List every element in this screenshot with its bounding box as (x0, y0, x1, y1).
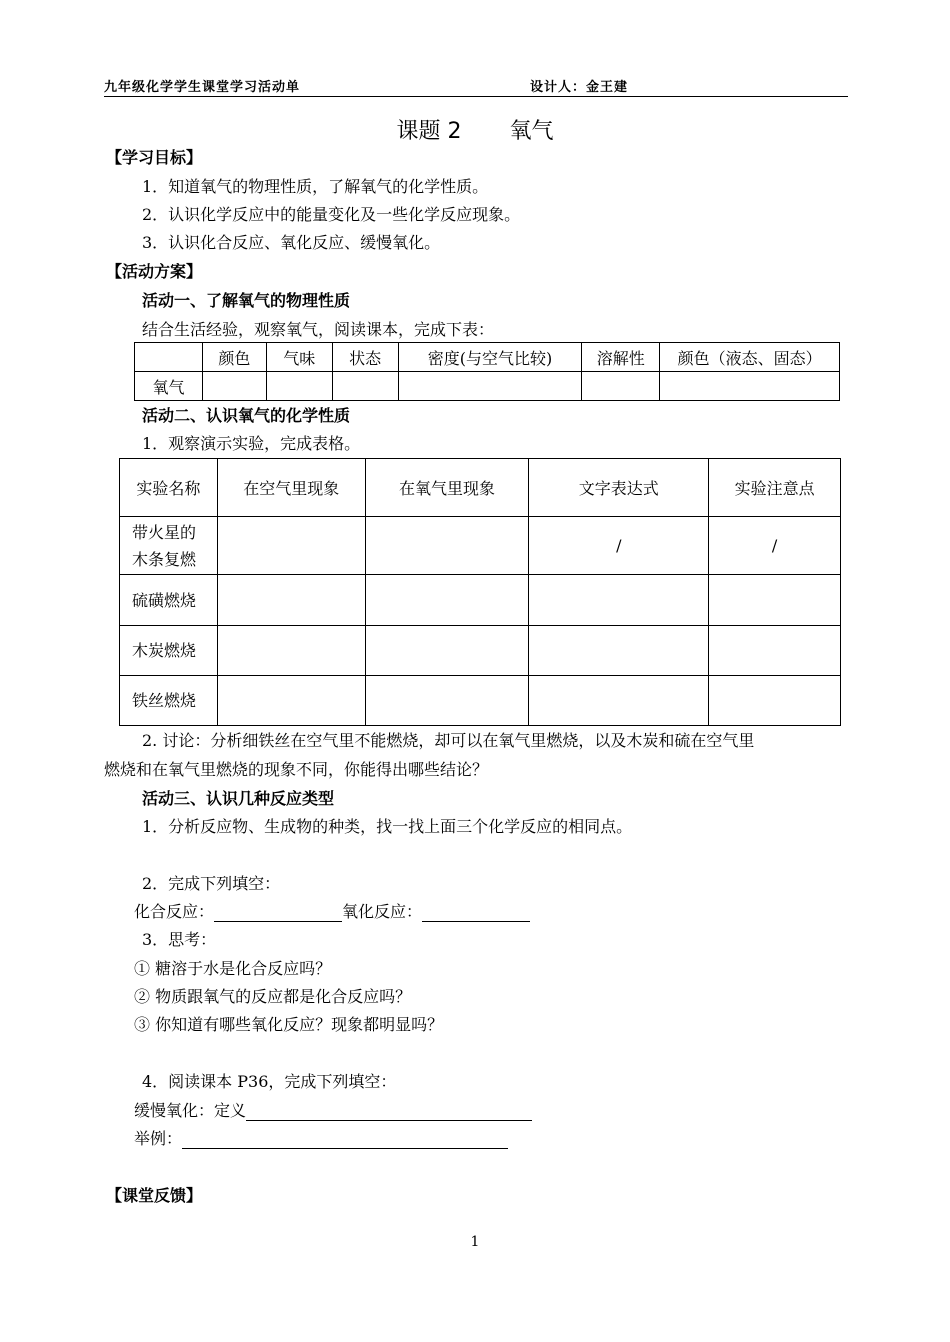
answer-cell[interactable] (709, 626, 841, 676)
slow-oxidation-row (134, 1101, 532, 1121)
example-row (134, 1129, 508, 1149)
goal-item-1: 1．知道氧气的物理性质，了解氧气的化学性质。 (142, 177, 489, 196)
header-cell-solubility: 溶解性 (582, 343, 660, 372)
header-cell-liquid-solid-color: 颜色（液态、固态） (660, 343, 840, 372)
combination-reaction-label: 化合反应： (134, 902, 215, 921)
feedback-heading: 【课堂反馈】 (106, 1186, 203, 1205)
example-label: 举例： (134, 1129, 183, 1148)
goal-item-3: 3．认识化合反应、氧化反应、缓慢氧化。 (142, 233, 441, 252)
header-cell-notes: 实验注意点 (709, 459, 841, 517)
activity3-question-2: 2．完成下列填空： (142, 874, 281, 893)
slash-mark: / (709, 517, 841, 575)
answer-cell[interactable] (217, 676, 365, 726)
combination-reaction-blank[interactable] (214, 903, 342, 922)
header-cell-in-oxygen: 在氧气里现象 (365, 459, 529, 517)
table-row (120, 626, 841, 676)
activity2-title: 活动二、认识氧气的化学性质 (142, 406, 351, 425)
header-cell-color: 颜色 (202, 343, 266, 372)
row-label-oxygen: 氧气 (135, 372, 203, 401)
answer-cell[interactable] (332, 372, 398, 401)
physical-properties-table (134, 342, 840, 401)
answer-cell[interactable] (266, 372, 332, 401)
slash-mark: / (529, 517, 709, 575)
page-number: 1 (470, 1234, 480, 1250)
activity3-question-3: 3．思考： (142, 930, 217, 949)
discussion-line-1: 2. 讨论：分析细铁丝在空气里不能燃烧，却可以在氧气里燃烧，以及木炭和硫在空气里 (142, 731, 755, 750)
header-cell-state: 状态 (332, 343, 398, 372)
page-title (0, 114, 950, 145)
activity1-intro: 结合生活经验，观察氧气，阅读课本，完成下表： (142, 320, 495, 339)
chemical-properties-table (119, 458, 841, 726)
goals-heading: 【学习目标】 (106, 148, 203, 167)
answer-cell[interactable] (365, 575, 529, 626)
title-topic: 氧气 (509, 119, 554, 144)
answer-cell[interactable] (202, 372, 266, 401)
answer-cell[interactable] (365, 676, 529, 726)
table-row (135, 372, 840, 401)
answer-cell[interactable] (529, 626, 709, 676)
table-row (120, 676, 841, 726)
row-label-charcoal: 木炭燃烧 (120, 626, 218, 676)
think-item-2: ② 物质跟氧气的反应都是化合反应吗？ (134, 987, 412, 1006)
answer-cell[interactable] (398, 372, 582, 401)
answer-cell[interactable] (660, 372, 840, 401)
answer-cell[interactable] (365, 626, 529, 676)
answer-cell[interactable] (529, 676, 709, 726)
header-cell-experiment: 实验名称 (120, 459, 218, 517)
discussion-line-2: 燃烧和在氧气里燃烧的现象不同，你能得出哪些结论？ (104, 760, 489, 779)
oxidation-reaction-blank[interactable] (422, 903, 530, 922)
activity1-title: 活动一、了解氧气的物理性质 (142, 291, 351, 310)
header-cell (135, 343, 203, 372)
row-label-line: 木条复燃 (132, 549, 197, 569)
activity3-question-4: 4．阅读课本 P36，完成下列填空： (142, 1072, 397, 1091)
oxidation-reaction-label: 氧化反应： (342, 902, 423, 921)
row-label-sulfur: 硫磺燃烧 (120, 575, 218, 626)
answer-cell[interactable] (217, 575, 365, 626)
answer-cell[interactable] (709, 575, 841, 626)
slow-oxidation-definition-blank[interactable] (246, 1102, 532, 1121)
think-item-3: ③ 你知道有哪些氧化反应？现象都明显吗？ (134, 1015, 444, 1034)
header-rule (104, 96, 848, 97)
header-cell-density: 密度(与空气比较) (398, 343, 582, 372)
activity3-question-1: 1．分析反应物、生成物的种类，找一找上面三个化学反应的相同点。 (142, 817, 633, 836)
table-row (120, 575, 841, 626)
table-header-row (135, 343, 840, 372)
title-lesson: 课题 2 (396, 119, 462, 144)
fill-in-row (134, 902, 530, 922)
answer-cell[interactable] (365, 517, 529, 575)
table-header-row (120, 459, 841, 517)
slow-oxidation-label: 缓慢氧化：定义 (134, 1101, 247, 1120)
header-cell-in-air: 在空气里现象 (217, 459, 365, 517)
activity2-intro: 1．观察演示实验，完成表格。 (142, 434, 361, 453)
plan-heading: 【活动方案】 (106, 262, 203, 281)
row-label-iron-wire: 铁丝燃烧 (120, 676, 218, 726)
answer-cell[interactable] (582, 372, 660, 401)
table-row (120, 517, 841, 575)
answer-cell[interactable] (529, 575, 709, 626)
answer-cell[interactable] (217, 517, 365, 575)
answer-cell[interactable] (709, 676, 841, 726)
row-label-line: 带火星的 (132, 522, 197, 542)
think-item-1: ① 糖溶于水是化合反应吗？ (134, 959, 332, 978)
header-cell-word-equation: 文字表达式 (529, 459, 709, 517)
answer-cell[interactable] (217, 626, 365, 676)
header-cell-odor: 气味 (266, 343, 332, 372)
header-designer: 设计人：金王建 (530, 80, 629, 95)
goal-item-2: 2．认识化学反应中的能量变化及一些化学反应现象。 (142, 205, 521, 224)
activity3-title: 活动三、认识几种反应类型 (142, 789, 335, 808)
row-label-glowing-splint (120, 517, 218, 575)
example-blank[interactable] (182, 1130, 508, 1149)
header-course-title: 九年级化学学生课堂学习活动单 (104, 80, 301, 95)
